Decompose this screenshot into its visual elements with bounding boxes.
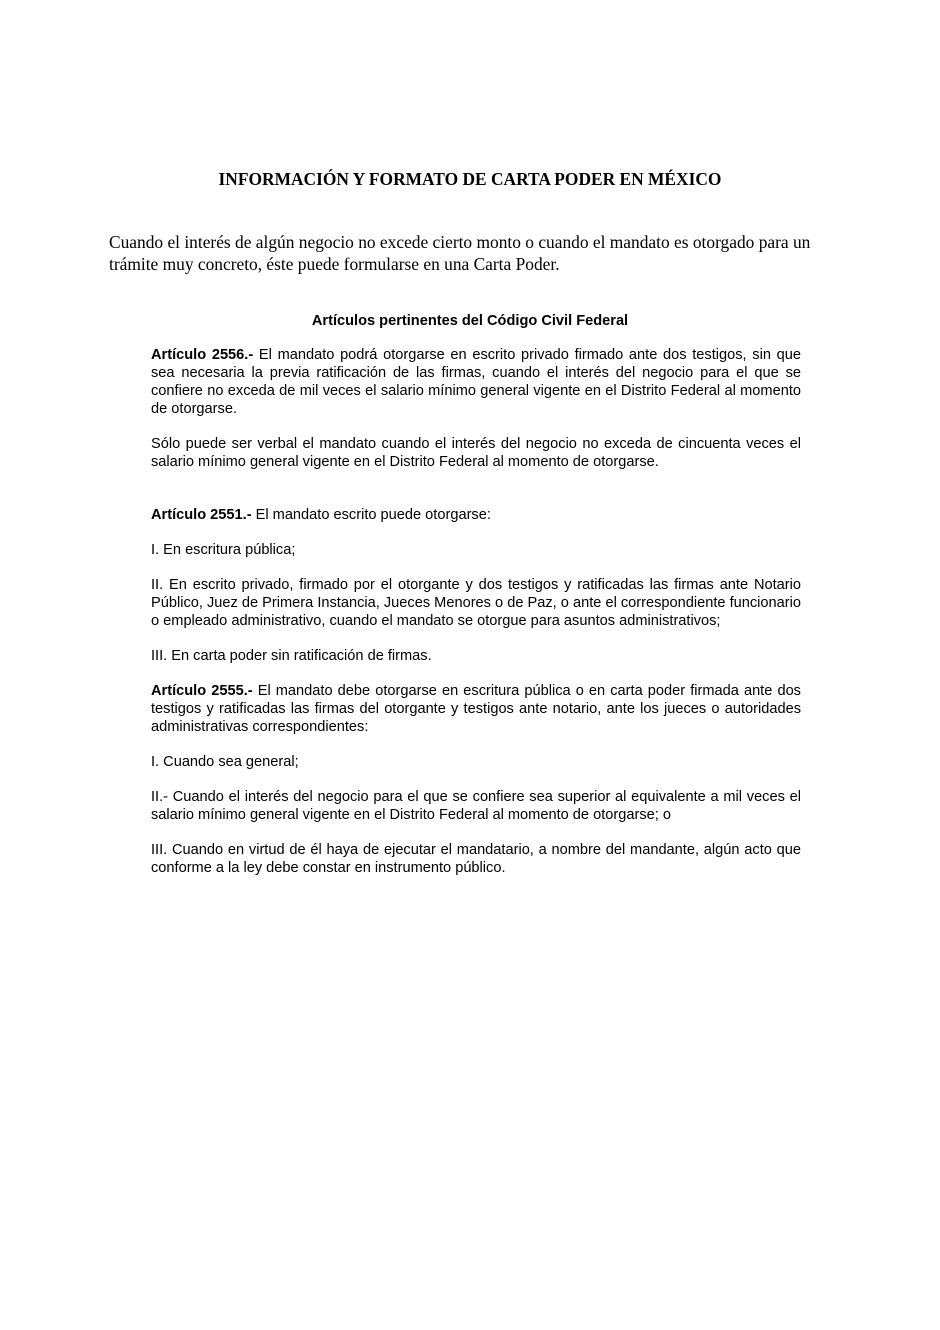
article-2551-item-3: III. En carta poder sin ratificación de firmas. (151, 648, 432, 664)
intro-paragraph: Cuando el interés de algún negocio no excede cierto monto o cuando el mandato es otorgado para un trámite muy concreto, éste puede formularse en una Carta Poder. (109, 232, 811, 274)
article-2555-item-2: II.- Cuando el interés del negocio para el que se confiere sea superior al equivalente a mil veces el salario mínimo general vigente en el Distrito Federal al momento de otorgarse; o (151, 789, 801, 823)
article-2551-item-2: II. En escrito privado, firmado por el otorgante y dos testigos y ratificadas las firmas ante Notario Público, Juez de Primera Instancia, Jueces Menores o de Paz, o ante el correspondiente funcionario o empleado administrativo, cuando el mandato se otorgue para asuntos administrativos; (151, 577, 801, 629)
article-2551-text: El mandato escrito puede otorgarse: (251, 507, 491, 523)
article-2555-item-3: III. Cuando en virtud de él haya de ejecutar el mandatario, a nombre del mandante, algún acto que conforme a la ley debe constar en instrumento público. (151, 842, 801, 876)
article-2556-label: Artículo 2556.- (151, 347, 254, 363)
article-2556-paragraph-2: Sólo puede ser verbal el mandato cuando el interés del negocio no exceda de cincuenta veces el salario mínimo general vigente en el Distrito Federal al momento de otorgarse. (151, 436, 801, 470)
article-2555 (151, 682, 801, 736)
article-2551-item-1: I. En escritura pública; (151, 542, 296, 558)
article-2556-text: El mandato podrá otorgarse en escrito privado firmado ante dos testigos, sin que sea necesaria la previa ratificación de las firmas, cuando el interés del negocio para el que se confiere no exceda de mil veces el salario mínimo general vigente en el Distrito Federal al momento de otorgarse. (151, 347, 801, 417)
article-2555-text: El mandato debe otorgarse en escritura pública o en carta poder firmada ante dos testigos y ratificadas las firmas del otorgante y testigos ante notario, ante los jueces o autoridades administrativas correspondientes: (151, 683, 801, 735)
section-subtitle: Artículos pertinentes del Código Civil Federal (311, 313, 629, 329)
articles-section (151, 346, 801, 877)
article-2555-label: Artículo 2555.- (151, 683, 253, 699)
article-2555-item-1: I. Cuando sea general; (151, 754, 299, 770)
document-title: INFORMACIÓN Y FORMATO DE CARTA PODER EN MÉXICO (218, 169, 722, 189)
article-2556 (151, 346, 801, 418)
article-2551 (151, 506, 801, 524)
article-2551-label: Artículo 2551.- (151, 507, 252, 523)
